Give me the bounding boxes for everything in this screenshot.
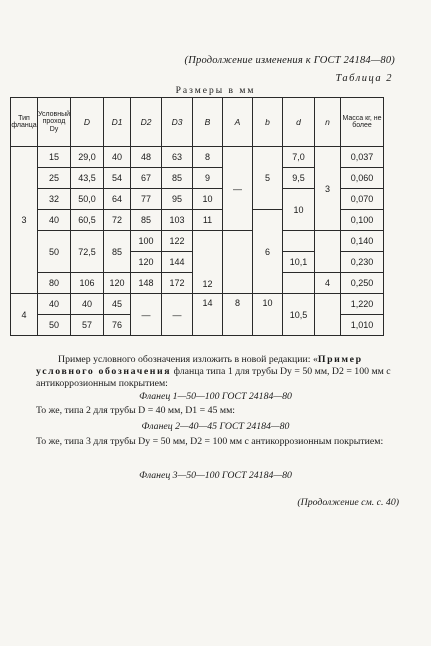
cell: 10,5	[283, 294, 315, 336]
cell: 57	[71, 315, 104, 336]
cell: 40	[38, 210, 71, 231]
cell: 9	[193, 168, 223, 189]
cell: 0,140	[341, 231, 384, 252]
cell: 14	[193, 294, 223, 336]
col-type: Тип фланца	[11, 98, 38, 147]
col-D1: D1	[104, 98, 131, 147]
cell	[315, 294, 341, 336]
cell: 77	[131, 189, 162, 210]
dimensions-table	[10, 97, 384, 336]
emphasis-text: Пример условного обозначения	[36, 354, 363, 377]
cell: 8	[223, 294, 253, 336]
paragraph-text: Пример условного обозначения изложить в новой редакции: «	[58, 354, 318, 365]
cell: 10	[253, 294, 283, 336]
cell: 80	[38, 273, 71, 294]
cell: 12	[193, 231, 223, 294]
cell: 40	[38, 294, 71, 315]
cell: 3	[315, 147, 341, 231]
table-row	[11, 294, 384, 315]
col-D3: D3	[162, 98, 193, 147]
cell: 50,0	[71, 189, 104, 210]
cell: 106	[71, 273, 104, 294]
cell: 103	[162, 210, 193, 231]
cell: —	[223, 147, 253, 231]
cell: 76	[104, 315, 131, 336]
cell: 32	[38, 189, 71, 210]
cell: 15	[38, 147, 71, 168]
col-mass: Масса кг, не более	[341, 98, 384, 147]
type-cell: 4	[11, 294, 38, 336]
cell: 95	[162, 189, 193, 210]
cell: 144	[162, 252, 193, 273]
cell: 64	[104, 189, 131, 210]
cell	[283, 231, 315, 252]
cell: 5	[253, 147, 283, 210]
table-header-row	[11, 98, 384, 147]
col-D2: D2	[131, 98, 162, 147]
cell: 60,5	[71, 210, 104, 231]
cell: 72,5	[71, 231, 104, 273]
cell	[315, 231, 341, 273]
table-row	[11, 231, 384, 252]
formula-3: Фланец 3—50—100 ГОСТ 24184—80	[139, 470, 292, 481]
cell: 50	[38, 231, 71, 273]
cell: 72	[104, 210, 131, 231]
cell: 0,060	[341, 168, 384, 189]
cell: 0,070	[341, 189, 384, 210]
cell: 1,220	[341, 294, 384, 315]
table-row	[11, 147, 384, 168]
formula-1: Фланец 1—50—100 ГОСТ 24184—80	[139, 391, 292, 402]
cell: 148	[131, 273, 162, 294]
cell: 63	[162, 147, 193, 168]
cell: 0,037	[341, 147, 384, 168]
footer-continuation: (Продолжение см. с. 40)	[297, 497, 399, 508]
cell: 11	[193, 210, 223, 231]
cell: —	[131, 294, 162, 336]
paragraph-type2: То же, типа 2 для трубы D = 40 мм, D1 = 45 мм:	[36, 405, 235, 416]
cell: 0,100	[341, 210, 384, 231]
cell: 29,0	[71, 147, 104, 168]
cell: 9,5	[283, 168, 315, 189]
cell: 120	[104, 273, 131, 294]
cell: 120	[131, 252, 162, 273]
cell: 100	[131, 231, 162, 252]
cell: 45	[104, 294, 131, 315]
cell: 1,010	[341, 315, 384, 336]
paragraph-example	[36, 354, 404, 390]
col-A: A	[223, 98, 253, 147]
type-cell: 3	[11, 147, 38, 294]
paragraph-type3: То же, типа 3 для трубы Dy = 50 мм, D2 = 100 мм с антикоррозионным покрытием:	[36, 436, 384, 447]
cell: 8	[193, 147, 223, 168]
cell: 85	[104, 231, 131, 273]
cell: 10	[193, 189, 223, 210]
cell: 50	[38, 315, 71, 336]
cell: 40	[104, 147, 131, 168]
cell: 10	[283, 189, 315, 231]
cell: 122	[162, 231, 193, 252]
cell: 67	[131, 168, 162, 189]
cell: 172	[162, 273, 193, 294]
cell: 0,250	[341, 273, 384, 294]
cell: 43,5	[71, 168, 104, 189]
col-D: D	[71, 98, 104, 147]
cell: 4	[315, 273, 341, 294]
cell: —	[162, 294, 193, 336]
cell: 40	[71, 294, 104, 315]
cell: 85	[162, 168, 193, 189]
col-B: B	[193, 98, 223, 147]
cell: 48	[131, 147, 162, 168]
cell: 0,230	[341, 252, 384, 273]
cell: 25	[38, 168, 71, 189]
col-d: d	[283, 98, 315, 147]
cell	[283, 273, 315, 294]
table-number: Таблица 2	[335, 73, 393, 84]
cell: 54	[104, 168, 131, 189]
cell: 85	[131, 210, 162, 231]
table-caption: Размеры в мм	[175, 86, 256, 96]
col-dy: Условный проход Dy	[38, 98, 71, 147]
cell: 6	[253, 210, 283, 294]
continuation-header: (Продолжение изменения к ГОСТ 24184—80)	[184, 55, 395, 66]
col-n: n	[315, 98, 341, 147]
cell	[223, 231, 253, 294]
formula-2: Фланец 2—40—45 ГОСТ 24184—80	[141, 421, 290, 432]
cell: 10,1	[283, 252, 315, 273]
col-b: b	[253, 98, 283, 147]
cell: 7,0	[283, 147, 315, 168]
paragraph-text: фланца типа 1 для трубы Dy = 50 мм, D2 = 100 мм с антикоррозионным покрытием:	[36, 366, 391, 389]
